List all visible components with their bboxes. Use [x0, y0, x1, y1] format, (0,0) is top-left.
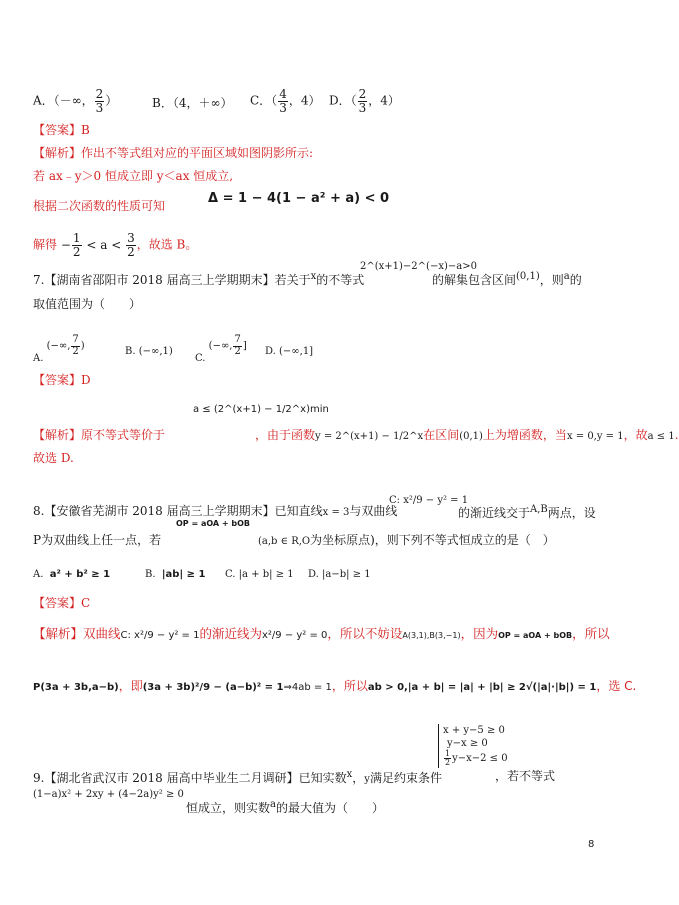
q8-stem-line1: 8.【安徽省芜湖市 2018 届高三上学期期末】已知直线x = 3与双曲线 — [33, 504, 398, 518]
q6-delta-formula: Δ = 1 − 4(1 − a² + a) < 0 — [208, 191, 390, 206]
page-number: 8 — [588, 839, 595, 850]
q9-stem-line1b: ，若不等式 — [495, 769, 556, 783]
q7-stem-line2: 取值范围为（ ） — [33, 297, 142, 311]
q8-vector-eq: OP = aOA + bOB — [176, 519, 251, 528]
q7-stem-line1b: 的解集包含区间$^{(0,1)}$，则$^a$的 — [432, 271, 582, 287]
q7-answer: 【答案】D — [33, 373, 91, 387]
q7-option-c: C. (−∞, $\frac{7}{2}$ ] — [195, 334, 247, 364]
q9-stem-line1: 9.【湖北省武汉市 2018 届高中毕业生二月调研】已知实数$^x$，y满足约束条件 — [33, 769, 442, 785]
q7-stem-line1: 7.【湖南省邵阳市 2018 届高三上学期期末】若关于$^x$的不等式 — [33, 271, 365, 287]
q6-option-b: B．（4，＋∞） — [152, 96, 233, 110]
q7-option-a: A. (−∞, $\frac{7}{2}$ ) — [33, 334, 85, 364]
q8-stem-line2b: (a,b ∈ R,O为坐标原点)，则下列不等式恒成立的是（ ） — [258, 533, 555, 547]
q6-option-c: C．（ $\frac{4}{3}$ ，4） — [250, 87, 321, 115]
q8-answer: 【答案】C — [33, 596, 91, 610]
q8-option-c: C. |a + b| ≥ 1 — [225, 569, 294, 580]
q8-hyperbola: C: x²/9 − y² = 1 — [389, 495, 469, 506]
q7-conclusion: 故选 D. — [33, 451, 74, 465]
q9-constraint-system: x + y−5 ≥ 0 y−x ≥ 0 $\frac{1}{2}$ y−x−2 ≤ 0 — [438, 724, 508, 768]
q7-inequality: 2^(x+1)−2^(−x)−a>0 — [360, 261, 477, 272]
q7-analysis-line1b: ，由于函数y = 2^(x+1) − 1/2^x在区间(0,1)上为增函数，当x = 0,y = 1，故a ≤ 1. — [255, 428, 679, 442]
q8-analysis-line1: 【解析】双曲线C: x²/9 − y² = 1的渐近线为x²/9 − y² = 0，所以不妨设A(3,1),B(3,−1)，因为OP = aOA + bOB，所以 — [33, 626, 610, 641]
q7-analysis-line1: 【解析】原不等式等价于 — [33, 428, 166, 442]
q6-analysis-line1: 【解析】作出不等式组对应的平面区域如图阴影所示: — [33, 146, 314, 160]
q6-analysis-line2: 若 ax﹣y＞0 恒成立即 y＜ax 恒成立, — [33, 169, 234, 183]
q8-option-d: D. |a−b| ≥ 1 — [308, 569, 371, 580]
q6-option-a: A．（－∞， $\frac{2}{3}$ ） — [33, 87, 118, 115]
q7-option-b: B. (−∞,1) — [125, 346, 173, 357]
q6-analysis-line3: 根据二次函数的性质可知 — [33, 199, 166, 213]
q6-option-d: D．（ $\frac{2}{3}$ ，4） — [329, 87, 400, 115]
q8-stem-line1b: 的渐近线交于$^{A,B}$两点，设 — [458, 504, 596, 520]
q8-analysis-line2: P(3a + 3b,a−b)，即(3a + 3b)²/9 − (a−b)² = 1⇒4ab = 1，所以ab > 0,|a + b| = |a| + |b| ≥ 2√(|a|·|b|) = 1，选 C. — [33, 679, 637, 693]
q6-answer: 【答案】B — [33, 123, 90, 137]
q8-option-a: A. a² + b² ≥ 1 — [33, 569, 111, 580]
q9-inequality: (1−a)x² + 2xy + (4−2a)y² ≥ 0 — [33, 789, 184, 800]
q9-stem-line2: 恒成立，则实数$^a$的最大值为（ ） — [186, 799, 384, 815]
q7-option-d: D. (−∞,1] — [265, 346, 314, 357]
q6-analysis-line4: 解得 − $\frac{1}{2}$ < a < $\frac{3}{2}$ ，故选 B。 — [33, 231, 198, 259]
q7-analysis-formula: a ≤ (2^(x+1) − 1/2^x)min — [193, 404, 329, 415]
q8-option-b: B. |ab| ≥ 1 — [145, 569, 206, 580]
q8-stem-line2: P为双曲线上任一点，若 — [33, 533, 162, 547]
